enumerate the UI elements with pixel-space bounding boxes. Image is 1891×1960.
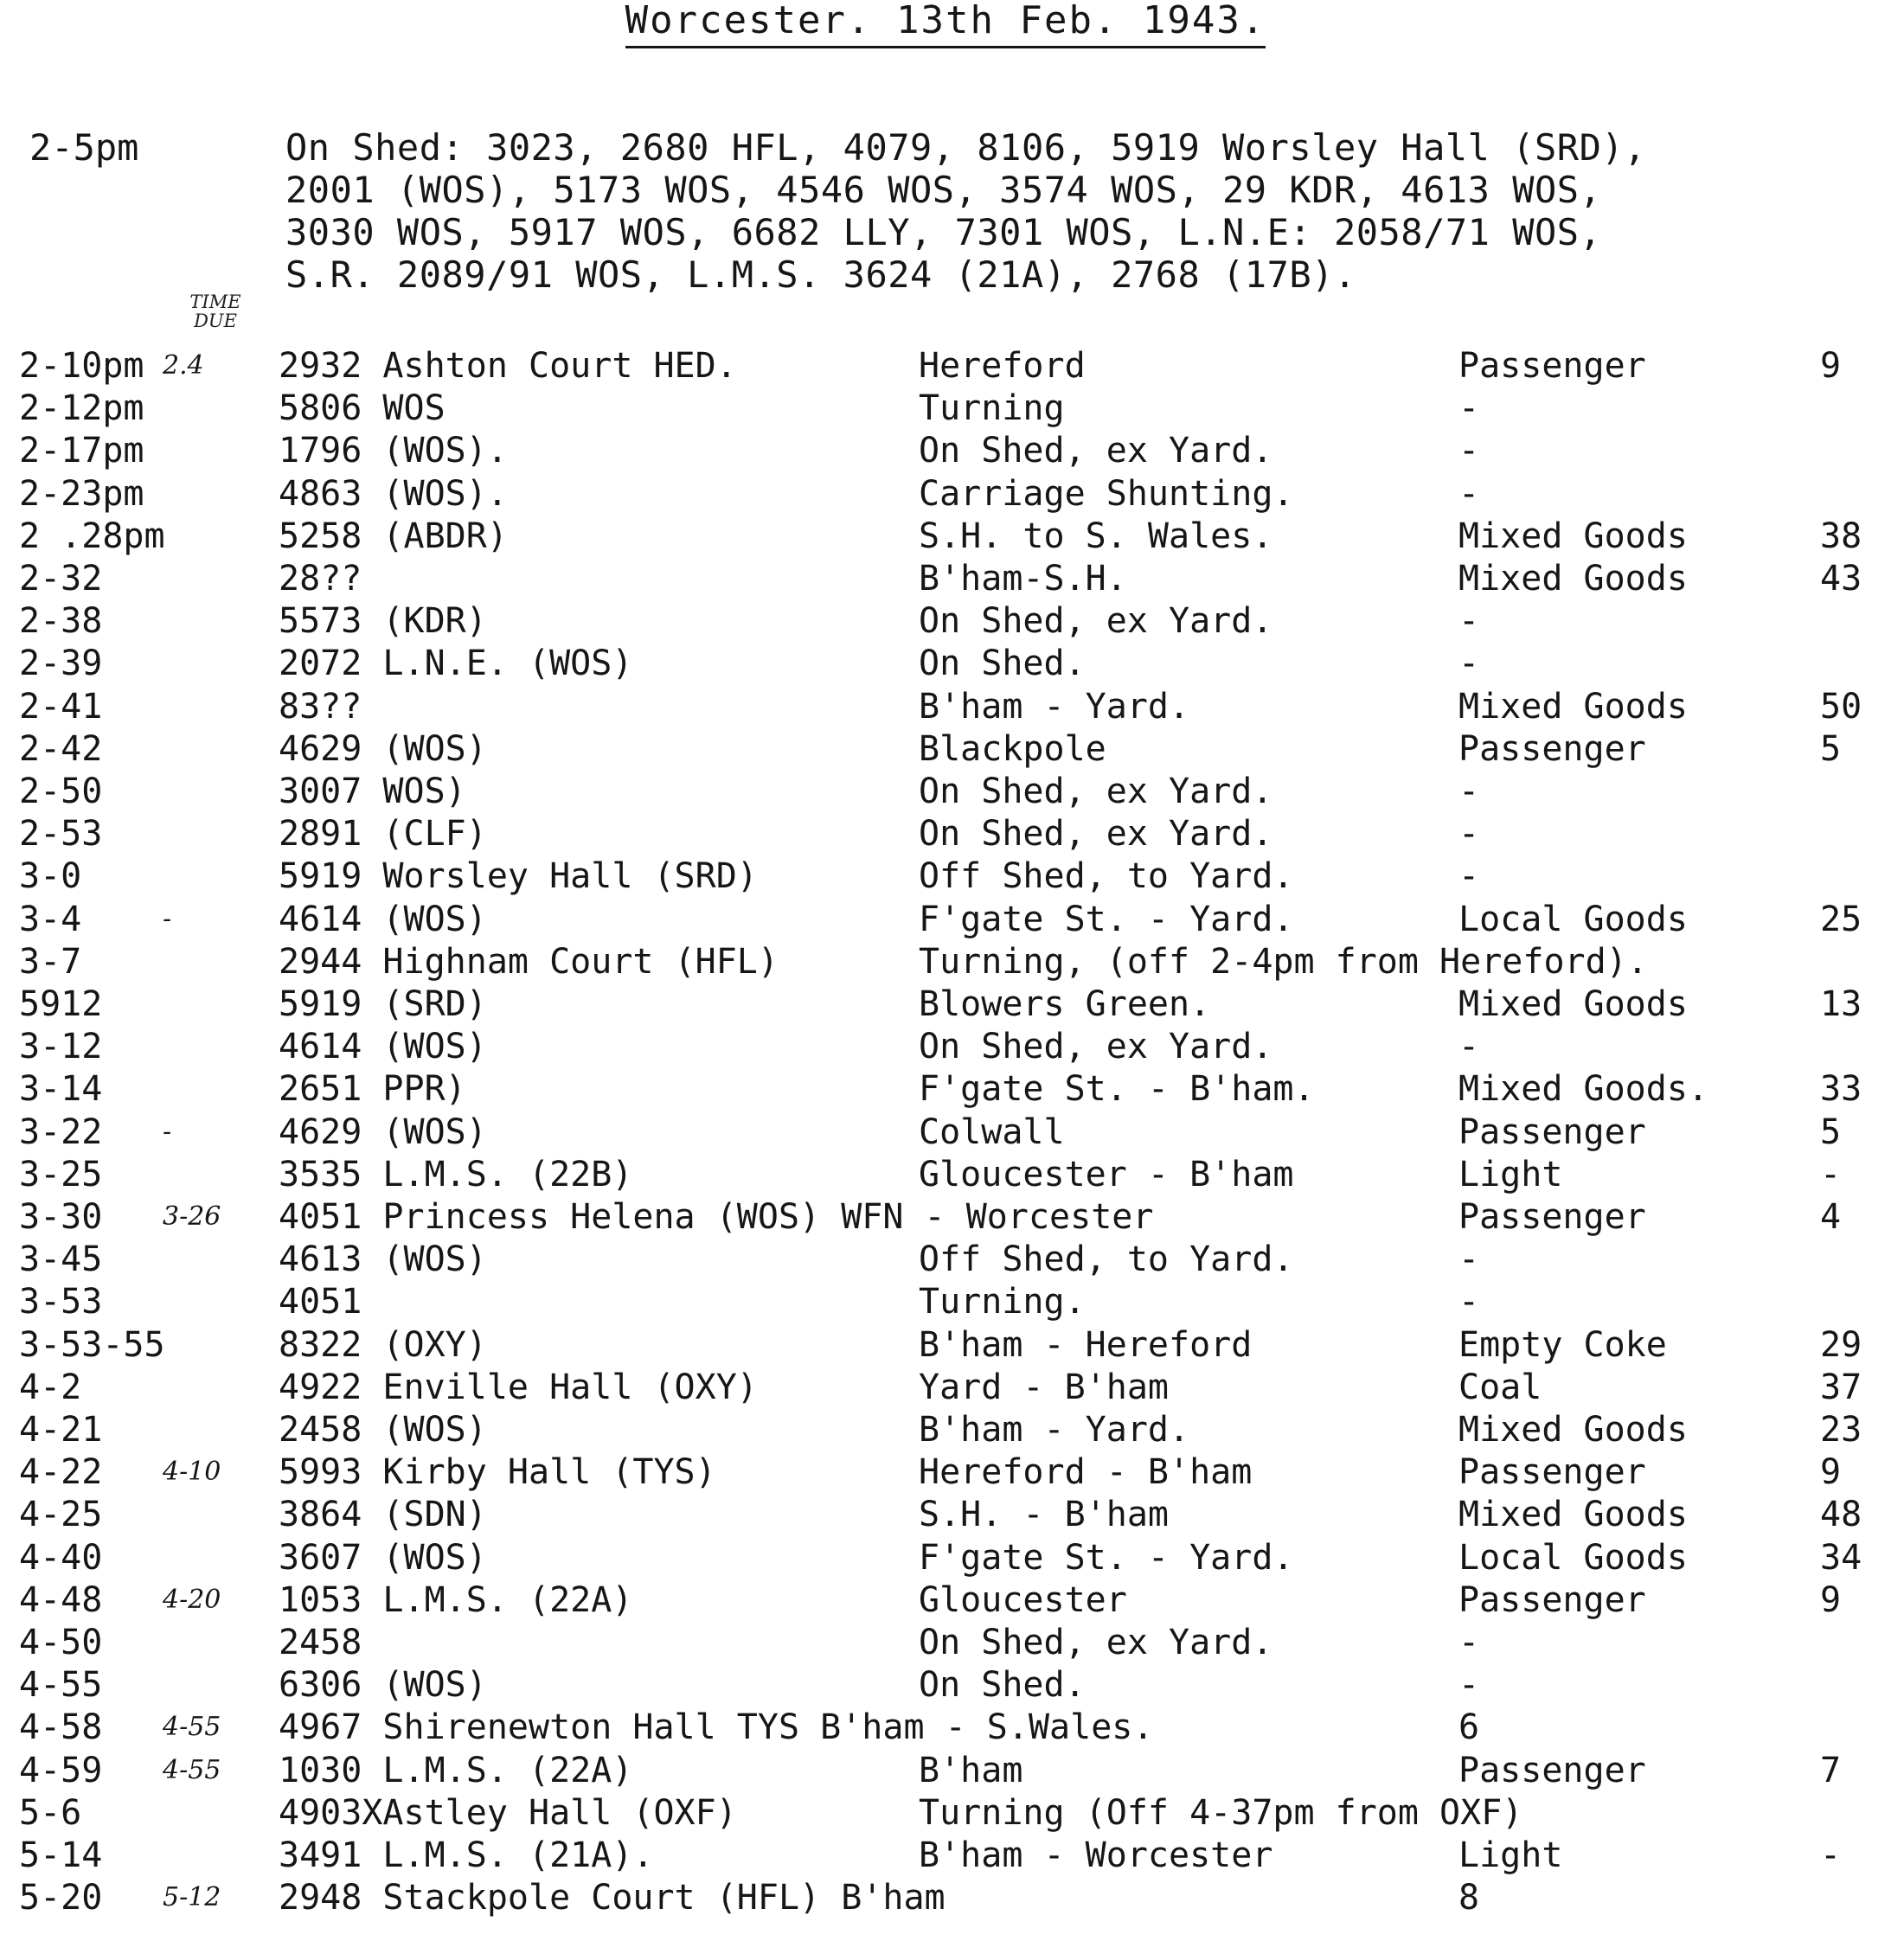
row-locomotive: 4629 (WOS)	[279, 1111, 487, 1152]
row-locomotive: 5806 WOS	[279, 388, 446, 429]
log-row	[0, 599, 1891, 643]
row-locomotive: 3864 (SDN)	[279, 1495, 487, 1535]
row-load: 9	[1820, 1579, 1842, 1620]
log-row	[0, 1493, 1891, 1536]
log-row	[0, 1706, 1891, 1749]
row-route: On Shed, ex Yard.	[919, 601, 1273, 642]
row-locomotive: 28??	[279, 559, 362, 599]
row-locomotive: 5258 (ABDR)	[279, 516, 508, 556]
row-load: 5	[1820, 728, 1842, 769]
row-train-type: -	[1458, 1282, 1480, 1323]
row-route: B'ham - Hereford	[919, 1324, 1253, 1365]
log-row	[0, 1195, 1891, 1239]
row-time: 3-4	[19, 899, 82, 939]
row-route: Blackpole	[919, 728, 1106, 769]
row-train-type: -	[1458, 473, 1480, 514]
row-route: Colwall	[919, 1111, 1065, 1152]
row-locomotive: 1053 L.M.S. (22A)	[279, 1579, 633, 1620]
log-row	[0, 1323, 1891, 1367]
row-load: 4	[1820, 1197, 1842, 1237]
row-load: 43	[1820, 559, 1862, 599]
row-load: 34	[1820, 1537, 1862, 1578]
row-load: 9	[1820, 346, 1842, 386]
row-load: -	[1820, 1154, 1842, 1195]
intro-line: S.R. 2089/91 WOS, L.M.S. 3624 (21A), 2768 (17B).	[285, 253, 1356, 296]
log-row	[0, 812, 1891, 855]
row-locomotive: 5919 Worsley Hall (SRD)	[279, 856, 758, 897]
row-train-type: Light	[1458, 1835, 1563, 1875]
row-time-due-note: 4-55	[163, 1712, 221, 1743]
row-time-due-note: 4-55	[163, 1754, 221, 1785]
row-train-type: -	[1458, 1239, 1480, 1280]
row-train-type: -	[1458, 1665, 1480, 1706]
row-train-type: Light	[1458, 1154, 1563, 1195]
row-locomotive: 2458	[279, 1623, 362, 1662]
row-train-type: Mixed Goods	[1458, 559, 1688, 599]
row-locomotive: 4903XAstley Hall (OXF)	[279, 1792, 737, 1833]
row-time: 2-10pm	[19, 346, 144, 386]
row-route: B'ham - Yard.	[919, 1410, 1190, 1450]
row-time-due-note: 3-26	[163, 1201, 221, 1232]
row-time: 2-23pm	[19, 473, 144, 514]
log-row	[0, 1111, 1891, 1154]
row-route: S.H. to S. Wales.	[919, 516, 1273, 556]
log-row	[0, 1663, 1891, 1707]
row-load: 7	[1820, 1750, 1842, 1790]
row-locomotive: 2072 L.N.E. (WOS)	[279, 644, 633, 684]
row-time: 2-50	[19, 772, 103, 811]
row-locomotive: 4967 Shirenewton Hall TYS B'ham - S.Wales.	[279, 1707, 1154, 1748]
row-time: 3-12	[19, 1027, 103, 1067]
row-time: 3-0	[19, 856, 82, 897]
row-time: 4-58	[19, 1707, 103, 1748]
row-route: Hereford	[919, 346, 1086, 386]
row-time: 4-50	[19, 1623, 103, 1662]
page-title	[0, 0, 1891, 42]
row-train-type: Passenger	[1458, 1750, 1646, 1790]
row-route: On Shed.	[919, 644, 1086, 684]
row-train-type: Passenger	[1458, 1579, 1646, 1620]
log-row	[0, 1025, 1891, 1068]
row-time-due-note: -	[163, 903, 172, 934]
row-locomotive: 2891 (CLF)	[279, 814, 487, 855]
row-time: 2 .28pm	[19, 516, 165, 556]
row-train-type: -	[1458, 814, 1480, 855]
log-row	[0, 1621, 1891, 1664]
row-route: Carriage Shunting.	[919, 473, 1294, 514]
row-route: Gloucester - B'ham	[919, 1154, 1294, 1195]
row-locomotive: 4614 (WOS)	[279, 1027, 487, 1067]
row-train-type: Mixed Goods	[1458, 686, 1688, 727]
row-locomotive: 1796 (WOS).	[279, 431, 508, 471]
row-load: 9	[1820, 1452, 1842, 1493]
log-row	[0, 1536, 1891, 1579]
row-time: 3-30	[19, 1197, 103, 1237]
row-train-type: 6	[1458, 1707, 1480, 1748]
row-locomotive: 2948 Stackpole Court (HFL) B'ham	[279, 1878, 946, 1918]
row-load: 29	[1820, 1324, 1862, 1365]
row-time: 4-48	[19, 1579, 103, 1620]
row-train-type: 8	[1458, 1878, 1480, 1918]
intro-line: On Shed: 3023, 2680 HFL, 4079, 8106, 5919 Worsley Hall (SRD),	[285, 126, 1646, 169]
log-row	[0, 1579, 1891, 1622]
row-route: B'ham-S.H.	[919, 559, 1127, 599]
row-train-type: Coal	[1458, 1367, 1542, 1407]
row-load: -	[1820, 1835, 1842, 1875]
log-row	[0, 1876, 1891, 1919]
row-locomotive: 4051 Princess Helena (WOS) WFN - Worcester	[279, 1197, 1154, 1237]
row-train-type: Local Goods	[1458, 1537, 1688, 1578]
row-load: 50	[1820, 686, 1862, 727]
row-time: 2-39	[19, 644, 103, 684]
row-time: 2-38	[19, 601, 103, 642]
log-row	[0, 855, 1891, 898]
intro-time: 2-5pm	[29, 126, 139, 169]
row-time: 2-17pm	[19, 431, 144, 471]
row-load: 37	[1820, 1367, 1862, 1407]
log-row	[0, 770, 1891, 813]
row-route: On Shed.	[919, 1665, 1086, 1706]
log-row	[0, 685, 1891, 728]
log-row	[0, 429, 1891, 472]
log-row	[0, 983, 1891, 1026]
log-row	[0, 472, 1891, 516]
row-locomotive: 2932 Ashton Court HED.	[279, 346, 737, 386]
row-load: 33	[1820, 1069, 1862, 1110]
row-route: F'gate St. - Yard.	[919, 1537, 1294, 1578]
row-locomotive: 4051	[279, 1282, 362, 1323]
intro-line: 3030 WOS, 5917 WOS, 6682 LLY, 7301 WOS, L.N.E: 2058/71 WOS,	[285, 211, 1602, 253]
row-time: 3-22	[19, 1111, 103, 1152]
row-train-type: Mixed Goods.	[1458, 1069, 1708, 1110]
row-time: 5912	[19, 984, 103, 1024]
row-route: F'gate St. - Yard.	[919, 899, 1294, 939]
log-row	[0, 1749, 1891, 1792]
row-locomotive: 1030 L.M.S. (22A)	[279, 1750, 633, 1790]
row-time: 5-20	[19, 1878, 103, 1918]
row-time-due-note: 2.4	[163, 350, 204, 381]
log-row	[0, 1791, 1891, 1835]
row-locomotive: 2651 PPR)	[279, 1069, 466, 1110]
log-row	[0, 1153, 1891, 1196]
row-locomotive: 3007 WOS)	[279, 772, 466, 811]
row-route: B'ham - Yard.	[919, 686, 1190, 727]
row-train-type: Passenger	[1458, 1452, 1646, 1493]
row-time: 4-59	[19, 1750, 103, 1790]
row-train-type: Mixed Goods	[1458, 516, 1688, 556]
row-train-type: -	[1458, 1027, 1480, 1067]
row-load: 38	[1820, 516, 1862, 556]
row-locomotive: 4629 (WOS)	[279, 728, 487, 769]
row-time: 2-53	[19, 814, 103, 855]
row-time: 3-53-55	[19, 1324, 165, 1365]
row-route: S.H. - B'ham	[919, 1495, 1169, 1535]
log-row	[0, 1366, 1891, 1409]
row-locomotive: 2944 Highnam Court (HFL)	[279, 941, 779, 982]
row-train-type: -	[1458, 388, 1480, 429]
intro-on-shed-list	[285, 126, 1877, 296]
row-time-due-note: 4-20	[163, 1584, 221, 1615]
row-locomotive: 4613 (WOS)	[279, 1239, 487, 1280]
row-locomotive: 5993 Kirby Hall (TYS)	[279, 1452, 716, 1493]
row-time: 2-32	[19, 559, 103, 599]
row-time-due-note: 4-10	[163, 1457, 221, 1488]
row-load: 25	[1820, 899, 1862, 939]
log-row	[0, 344, 1891, 388]
row-route: Off Shed, to Yard.	[919, 1239, 1294, 1280]
row-train-type: -	[1458, 1623, 1480, 1662]
intro-line: 2001 (WOS), 5173 WOS, 4546 WOS, 3574 WOS, 29 KDR, 4613 WOS,	[285, 169, 1602, 211]
row-route: On Shed, ex Yard.	[919, 1623, 1273, 1662]
log-row	[0, 642, 1891, 685]
log-row	[0, 1408, 1891, 1451]
log-row	[0, 1238, 1891, 1281]
row-locomotive: 5573 (KDR)	[279, 601, 487, 642]
row-time: 4-55	[19, 1665, 103, 1706]
row-train-type: Passenger	[1458, 1111, 1646, 1152]
log-row	[0, 940, 1891, 983]
row-locomotive: 83??	[279, 686, 362, 727]
row-route: On Shed, ex Yard.	[919, 1027, 1273, 1067]
row-route: B'ham - Worcester	[919, 1835, 1273, 1875]
row-time: 3-7	[19, 941, 82, 982]
log-row	[0, 727, 1891, 771]
row-time-due-note: 5-12	[163, 1882, 221, 1913]
row-locomotive: 5919 (SRD)	[279, 984, 487, 1024]
row-locomotive: 3491 L.M.S. (21A).	[279, 1835, 654, 1875]
row-train-type: Passenger	[1458, 346, 1646, 386]
row-train-type: Mixed Goods	[1458, 1495, 1688, 1535]
log-row	[0, 898, 1891, 941]
row-route: Blowers Green.	[919, 984, 1211, 1024]
row-route: On Shed, ex Yard.	[919, 772, 1273, 811]
row-time: 3-53	[19, 1282, 103, 1323]
row-time: 2-41	[19, 686, 103, 727]
row-locomotive: 4614 (WOS)	[279, 899, 487, 939]
log-row	[0, 557, 1891, 600]
log-row	[0, 1451, 1891, 1494]
title-text: Worcester. 13th Feb. 1943.	[625, 0, 1266, 48]
row-locomotive: 8322 (OXY)	[279, 1324, 487, 1365]
row-time: 4-21	[19, 1410, 103, 1450]
row-train-type: -	[1458, 856, 1480, 897]
row-route: On Shed, ex Yard.	[919, 814, 1273, 855]
row-time: 2-12pm	[19, 388, 144, 429]
row-locomotive: 3535 L.M.S. (22B)	[279, 1154, 633, 1195]
row-train-type: -	[1458, 431, 1480, 471]
row-train-type: -	[1458, 601, 1480, 642]
row-route: Off Shed, to Yard.	[919, 856, 1294, 897]
row-time: 2-42	[19, 728, 103, 769]
row-time: 4-40	[19, 1537, 103, 1578]
row-locomotive: 4922 Enville Hall (OXY)	[279, 1367, 758, 1407]
log-row	[0, 1067, 1891, 1111]
row-route: F'gate St. - B'ham.	[919, 1069, 1315, 1110]
row-train-type: Empty Coke	[1458, 1324, 1667, 1365]
row-train-type: -	[1458, 644, 1480, 684]
row-time: 3-45	[19, 1239, 103, 1280]
row-route: Turning.	[919, 1282, 1086, 1323]
row-load: 23	[1820, 1410, 1862, 1450]
row-locomotive: 2458 (WOS)	[279, 1410, 487, 1450]
row-time: 5-6	[19, 1792, 82, 1833]
row-time: 5-14	[19, 1835, 103, 1875]
row-load: 13	[1820, 984, 1862, 1024]
row-train-type: -	[1458, 772, 1480, 811]
row-route: Turning, (off 2-4pm from Hereford).	[919, 941, 1648, 982]
row-route: Turning (Off 4-37pm from OXF)	[919, 1792, 1523, 1833]
row-time-due-note: -	[163, 1116, 172, 1147]
log-row	[0, 515, 1891, 558]
row-locomotive: 6306 (WOS)	[279, 1665, 487, 1706]
row-train-type: Mixed Goods	[1458, 984, 1688, 1024]
time-due-annotation: TIME DUE	[189, 291, 241, 331]
row-route: B'ham	[919, 1750, 1023, 1790]
row-route: Yard - B'ham	[919, 1367, 1169, 1407]
row-time: 4-2	[19, 1367, 82, 1407]
row-train-type: Mixed Goods	[1458, 1410, 1688, 1450]
row-route: Gloucester	[919, 1579, 1127, 1620]
row-train-type: Passenger	[1458, 1197, 1646, 1237]
log-row	[0, 1280, 1891, 1323]
row-time: 4-25	[19, 1495, 103, 1535]
row-train-type: Local Goods	[1458, 899, 1688, 939]
log-row	[0, 387, 1891, 430]
row-locomotive: 3607 (WOS)	[279, 1537, 487, 1578]
row-load: 5	[1820, 1111, 1842, 1152]
row-train-type: Passenger	[1458, 728, 1646, 769]
row-locomotive: 4863 (WOS).	[279, 473, 508, 514]
row-time: 3-14	[19, 1069, 103, 1110]
log-row	[0, 1834, 1891, 1877]
row-route: Hereford - B'ham	[919, 1452, 1253, 1493]
row-route: On Shed, ex Yard.	[919, 431, 1273, 471]
row-route: Turning	[919, 388, 1065, 429]
row-time: 3-25	[19, 1154, 103, 1195]
row-load: 48	[1820, 1495, 1862, 1535]
row-time: 4-22	[19, 1452, 103, 1493]
